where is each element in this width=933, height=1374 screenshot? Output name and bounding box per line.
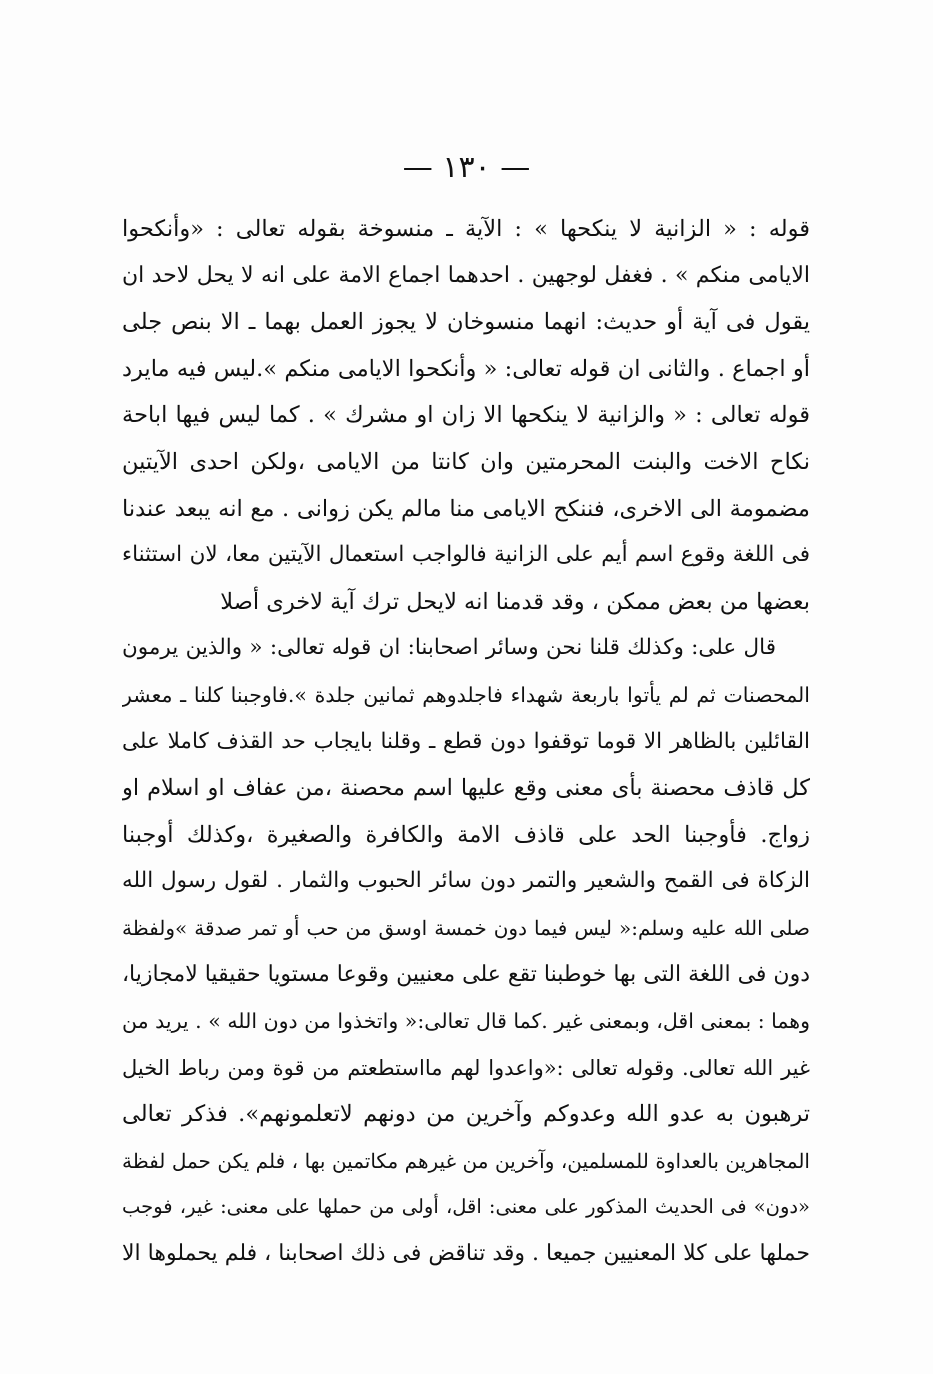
text-line: كل قاذف محصنة بأى معنى وقع عليها اسم محصنة ،من عفاف او اسلام او bbox=[122, 775, 810, 802]
text-line: «دون» فى الحديث المذكور على معنى: اقل، أولى من حملها على معنى: غير، فوجب bbox=[122, 1195, 810, 1219]
text-line: قوله : « الزانية لا ينكحها » : الآية ـ منسوخة بقوله تعالى : «وأنكحوا bbox=[122, 216, 810, 242]
text-line: حملها على كلا المعنيين جميعا . وقد تناقض فى ذلك اصحابنا ، فلم يحملوها الا bbox=[122, 1241, 810, 1267]
text-line: قوله تعالى : « والزانية لا ينكحها الا زان او مشرك » . كما ليس فيها اباحة bbox=[122, 402, 810, 429]
text-line: بعضها من بعض ممكن ، وقد قدمنا انه لايحل ترك آية لاخرى أصلا bbox=[220, 588, 810, 615]
text-line: أو اجماع . والثانى ان قوله تعالى: « وأنكحوا الايامى منكم ».ليس فيه مايرد bbox=[122, 355, 810, 382]
text-line: يقول فى آية أو حديث: انهما منسوخان لا يجوز العمل بهما ـ الا بنص جلى bbox=[122, 309, 810, 336]
text-line: ترهبون به عدو الله وعدوكم وآخرين من دونهم لاتعلمونهم». فذكر تعالى bbox=[122, 1101, 810, 1128]
text-line: الايامى منكم » . فغفل لوجهين . احدهما اجماع الامة على انه لا يحل لاحد ان bbox=[122, 262, 810, 288]
text-line: دون فى اللغة التى بها خوطبنا تقع على معنيين وقوعا مستويا حقيقيا لامجازيا، bbox=[122, 961, 810, 987]
text-line: المجاهرين بالعداوة للمسلمين، وآخرين من غيرهم مكاتمين بها ، فلم يكن حمل لفظة bbox=[122, 1148, 810, 1173]
paragraph bbox=[122, 206, 810, 625]
text-line: غير الله تعالى. وقوله تعالى :«واعدوا لهم مااستطعتم من قوة ومن رباط الخيل bbox=[122, 1055, 810, 1080]
page-number: — ١٣٠ — bbox=[402, 150, 531, 185]
paragraph bbox=[122, 625, 810, 1277]
text-line: فى اللغة وقوع اسم أيم على الزانية فالواجب استعمال الآيتين معا، لان استثناء bbox=[122, 542, 810, 568]
text-line: قال على: وكذلك قلنا نحن وسائر اصحابنا: ان قوله تعالى: « والذين يرمون bbox=[122, 635, 776, 661]
text-line: نكاح الاخت والبنت المحرمتين وان كانتا من الايامى ،ولكن احدى الآيتين bbox=[122, 448, 810, 475]
body-text bbox=[122, 206, 810, 1278]
text-line: وهما : بمعنى اقل، وبمعنى غير .كما قال تعالى:« واتخذوا من دون الله » . يريد من bbox=[122, 1009, 810, 1034]
text-line: مضمومة الى الاخرى، فننكح الايامى منا مالم يكن زوانى . مع انه يبعد عندنا bbox=[122, 495, 810, 522]
text-line: القائلين بالظاهر الا قوما توقفوا دون قطع ـ وقلنا بايجاب حد القذف كاملا على bbox=[122, 728, 810, 754]
text-line: صلى الله عليه وسلم:« ليس فيما دون خمسة اوسق من حب أو تمر صدقة »ولفظة bbox=[122, 915, 810, 940]
text-line: زواج. فأوجبنا الحد على قاذف الامة والكافرة والصغيرة ،وكذلك أوجبنا bbox=[122, 821, 810, 848]
text-line: الزكاة فى القمح والشعير والتمر دون سائر الحبوب والثمار . لقول رسول الله bbox=[122, 868, 810, 894]
text-line: المحصنات ثم لم يأتوا باربعة شهداء فاجلدوهم ثمانين جلدة ».فاوجبنا كلنا ـ معشر bbox=[122, 682, 810, 707]
